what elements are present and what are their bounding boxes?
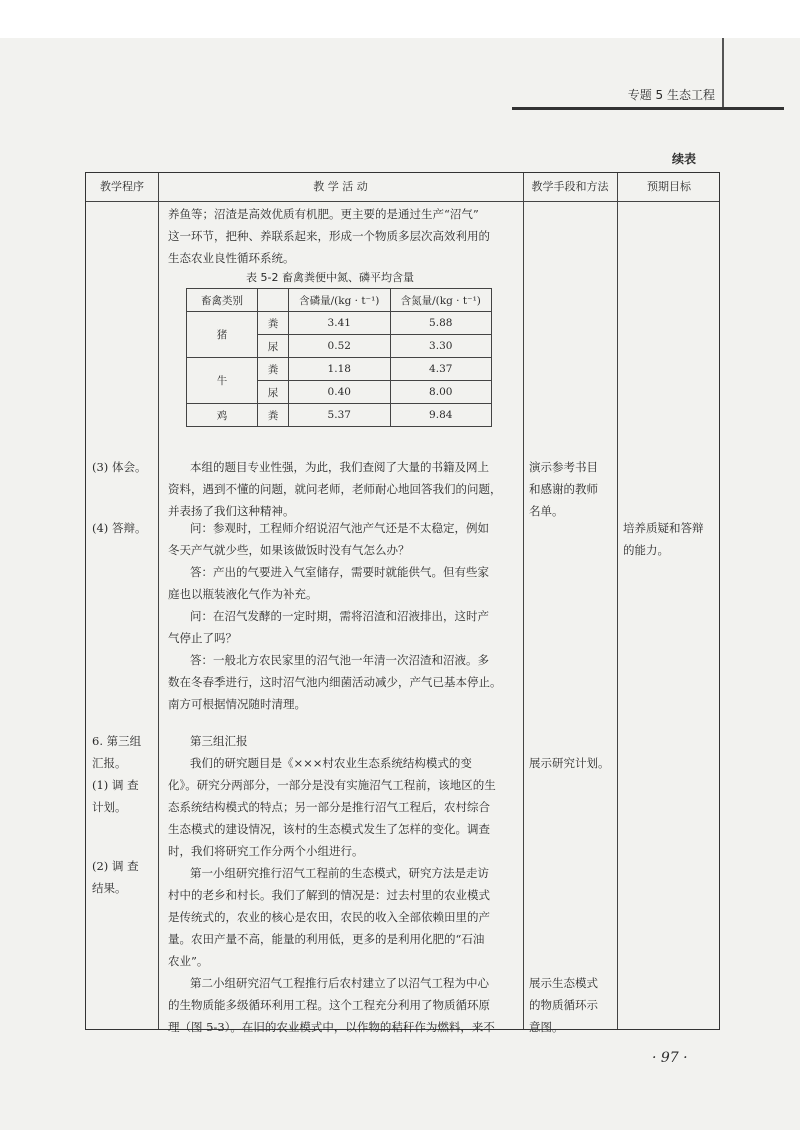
text-line: 量。农田产量不高，能量的利用低，更多的是利用化肥的“石油 (168, 932, 485, 946)
header-goal: 预期目标 (647, 180, 691, 193)
table-cell (258, 289, 289, 312)
running-header: 专题 5 生态工程 (627, 88, 715, 102)
text-line: 汇报。 (92, 756, 127, 770)
page-number: · 97 · (652, 1050, 688, 1066)
text-line: 名单。 (529, 504, 564, 518)
method-cell-6: 展示研究计划。 (529, 756, 610, 770)
table-cell: 0.40 (289, 381, 391, 404)
text-line: 是传统式的，农业的核心是农田，农民的收入全部依赖田里的产 (168, 910, 490, 924)
header-rule (512, 107, 784, 110)
text-line: 冬天产气就少些，如果该做饭时没有气怎么办？ (168, 543, 410, 557)
method-cell-3 (529, 456, 617, 522)
procedure-step-4: (4) 答辩。 (92, 521, 147, 535)
table-cell: 尿 (258, 381, 289, 404)
text-line: 答：产出的气要进入气室储存，需要时就能供气。但有些家 (190, 565, 489, 579)
text-line: 我们的研究题目是《×××村农业生态系统结构模式的变 (190, 756, 472, 770)
lesson-table (85, 172, 720, 1034)
page-edge-line (722, 38, 724, 108)
header-method: 教学手段和方法 (531, 180, 609, 193)
table-row (187, 358, 492, 381)
text-line: 并表扬了我们这种精神。 (168, 504, 295, 518)
reflection-paragraph-cont (168, 478, 518, 522)
qa-paragraph (168, 517, 518, 715)
header-procedure: 教学程序 (100, 180, 144, 193)
table-cell: 尿 (258, 335, 289, 358)
table-cell: 3.41 (289, 312, 391, 335)
text-line: 生态农业良性循环系统。 (168, 251, 295, 265)
text-line: 第一小组研究推行沼气工程前的生态模式，研究方法是走访 (190, 866, 489, 880)
table-row (187, 312, 492, 335)
column-divider (617, 173, 618, 1029)
table-row (187, 404, 492, 427)
text-line: 的生物质能多级循环利用工程。这个工程充分利用了物质循环原 (168, 998, 490, 1012)
header-activity: 教 学 活 动 (313, 180, 368, 193)
manure-nutrient-table (186, 288, 492, 427)
column-divider (158, 173, 159, 1029)
text-line: 展示生态模式 (529, 976, 598, 990)
text-line: 这一环节，把种、养联系起来，形成一个物质多层次高效利用的 (168, 229, 490, 243)
inner-table-caption: 表 5-2 畜禽粪便中氮、磷平均含量 (246, 271, 414, 284)
continued-label: 续表 (672, 152, 697, 166)
text-line: 农业”。 (168, 954, 209, 968)
column-divider (523, 173, 524, 1029)
table-cell: 4.37 (390, 358, 492, 381)
text-line: 计划。 (92, 800, 127, 814)
table-cell: 牛 (187, 358, 258, 404)
table-cell: 5.88 (390, 312, 492, 335)
table-cell: 含磷量/(kg · t⁻¹) (289, 289, 391, 312)
text-line: 本组的题目专业性强，为此，我们查阅了大量的书籍及网上 (190, 460, 489, 474)
text-line: 资料，遇到不懂的问题，就问老师，老师耐心地回答我们的问题， (168, 482, 502, 496)
text-line: 气停止了吗？ (168, 631, 237, 645)
table-cell: 8.00 (390, 381, 492, 404)
text-line: 的能力。 (623, 543, 669, 557)
text-line: 培养质疑和答辩 (623, 521, 704, 535)
text-line: 南方可根据情况随时清理。 (168, 697, 306, 711)
table-cell: 猪 (187, 312, 258, 358)
procedure-step-6-2 (92, 855, 154, 899)
text-line: 6. 第三组 (92, 734, 142, 748)
text-line: 养鱼等；沼渣是高效优质有机肥。更主要的是通过生产“沼气” (168, 207, 479, 221)
table-cell: 鸡 (187, 404, 258, 427)
table-cell: 粪 (258, 312, 289, 335)
header-divider (86, 201, 719, 202)
table-cell: 5.37 (289, 404, 391, 427)
text-line: 时，我们将研究工作分两个小组进行。 (168, 844, 364, 858)
table-cell: 0.52 (289, 335, 391, 358)
text-line: 答：一般北方农民家里的沼气池一年清一次沼渣和沼液。多 (190, 653, 489, 667)
text-line: 问：在沼气发酵的一定时期，需将沼渣和沼液排出，这时产 (190, 609, 489, 623)
section-title: 第三组汇报 (190, 734, 248, 748)
text-line: 结果。 (92, 881, 127, 895)
method-cell-6-2 (529, 972, 617, 1038)
table-cell: 含氮量/(kg · t⁻¹) (390, 289, 492, 312)
report-paragraph (168, 752, 518, 1038)
table-cell: 粪 (258, 358, 289, 381)
table-row (187, 289, 492, 312)
text-line: 态系统结构模式的特点；另一部分是推行沼气工程后，农村综合 (168, 800, 490, 814)
table-cell: 1.18 (289, 358, 391, 381)
text-line: 生态模式的建设情况，该村的生态模式发生了怎样的变化。调查 (168, 822, 490, 836)
text-line: (1) 调 查 (92, 778, 139, 792)
text-line: 庭也以瓶装液化气作为补充。 (168, 587, 318, 601)
text-line: 演示参考书目 (529, 460, 598, 474)
table-cell: 畜禽类别 (187, 289, 258, 312)
text-line: 第二小组研究沼气工程推行后农村建立了以沼气工程为中心 (190, 976, 489, 990)
text-line: 化》。研究分两部分，一部分是没有实施沼气工程前，该地区的生 (168, 778, 496, 792)
text-line: 和感谢的教师 (529, 482, 598, 496)
table-cell: 粪 (258, 404, 289, 427)
procedure-step-3: (3) 体会。 (92, 460, 147, 474)
text-line: 理（图 5-3）。在旧的农业模式中，以作物的秸秆作为燃料，来不 (168, 1020, 495, 1034)
text-line: 村中的老乡和村长。我们了解到的情况是：过去村里的农业模式 (168, 888, 490, 902)
text-line: 问：参观时，工程师介绍说沼气池产气还是不太稳定，例如 (190, 521, 489, 535)
reflection-paragraph (168, 456, 518, 478)
table-cell: 9.84 (390, 404, 492, 427)
text-line: 的物质循环示 (529, 998, 598, 1012)
table-cell: 3.30 (390, 335, 492, 358)
procedure-step-6 (92, 730, 154, 818)
text-line: (2) 调 查 (92, 859, 139, 873)
text-line: 数在冬春季进行，这时沼气池内细菌活动减少，产气已基本停止。 (168, 675, 502, 689)
goal-cell-4 (623, 517, 715, 561)
text-line: 意图。 (529, 1020, 564, 1034)
intro-paragraph (168, 203, 518, 269)
